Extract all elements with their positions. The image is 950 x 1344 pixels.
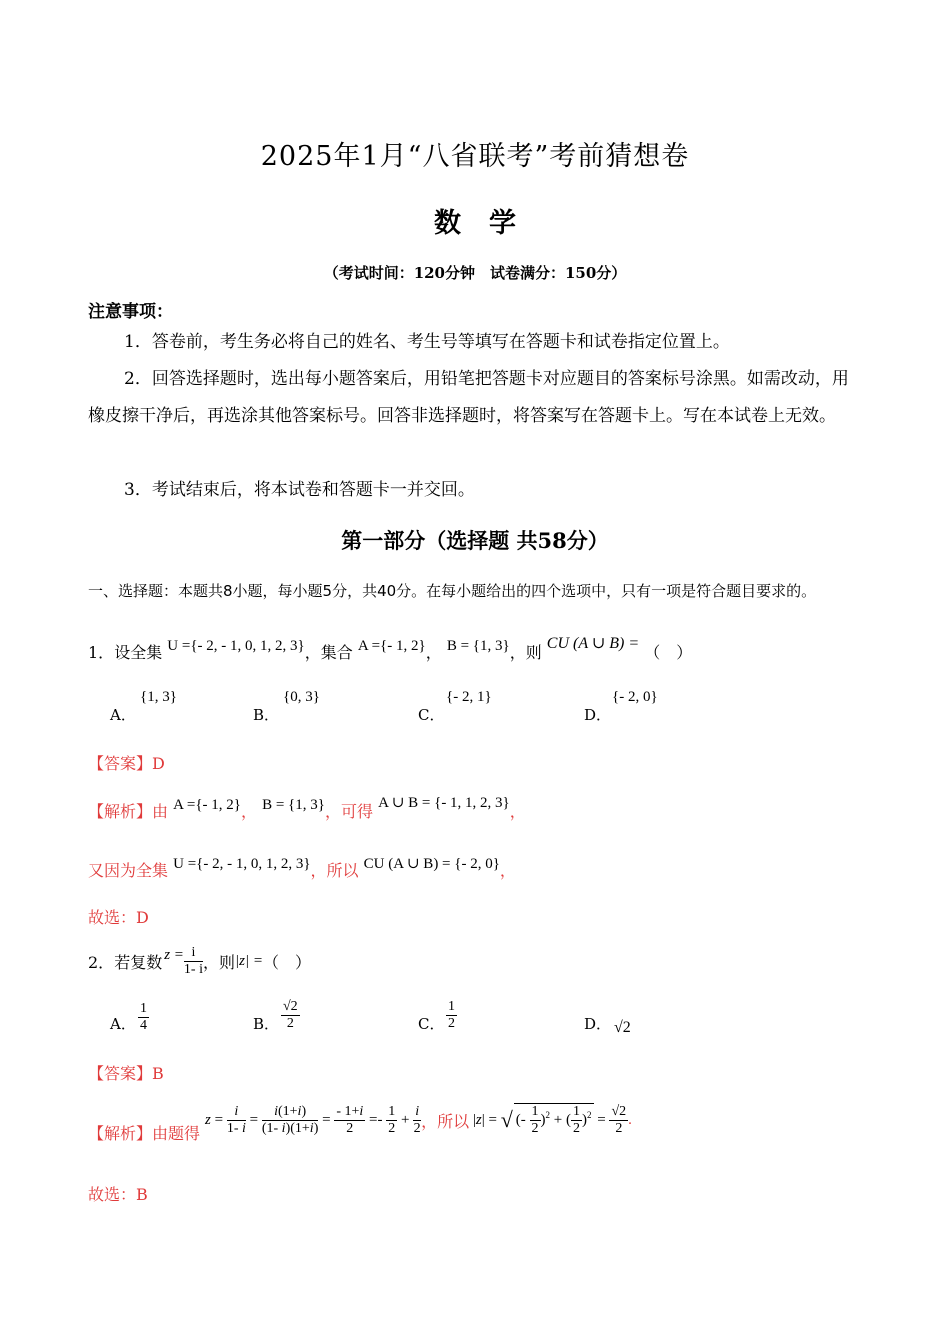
question-number: 1． — [88, 643, 115, 662]
q1-analysis-line-2: 又因为全集 U ={- 2, - 1, 0, 1, 2, 3}，所以 CU (A ∪ B) = {- 2, 0}， — [88, 856, 516, 880]
q1-option-b-value: {0, 3} — [283, 689, 320, 705]
q2-option-c: C． — [418, 1015, 445, 1033]
exam-info: （考试时间：120分钟 试卷满分：150分） — [323, 264, 627, 282]
set-b: B = {1, 3} — [446, 638, 510, 654]
q2-option-a: A． — [110, 1015, 136, 1033]
q1-option-a-value: {1, 3} — [140, 689, 177, 705]
notice-item-3: 3．考试结束后，将本试卷和答题卡一并交回。 — [124, 480, 475, 500]
question-1-stem: 1．设全集 U ={- 2, - 1, 0, 1, 2, 3}，集合 A ={- 1, 2}， B = {1, 3}，则 CU (A ∪ B) = （ ） — [88, 635, 693, 662]
q2-option-d-value: √2 — [614, 1019, 631, 1036]
q1-option-c: C． — [418, 706, 445, 724]
q2-option-c-value: $\frac{1}{2}$ — [448, 999, 455, 1031]
section-description: 一、选择题：本题共8小题，每小题5分，共40分。在每小题给出的四个选项中，只有一项是符合题目要求的。 — [88, 582, 817, 600]
q1-option-d: D． — [584, 706, 612, 724]
notice-item-1: 1．答卷前，考生务必将自己的姓名、考生号等填写在答题卡和试卷指定位置上。 — [124, 332, 730, 352]
q1-conclusion: 故选：D — [88, 908, 149, 927]
answer-bracket: （ ） — [644, 643, 693, 662]
set-u: U ={- 2, - 1, 0, 1, 2, 3} — [167, 638, 305, 654]
q2-option-d: D． — [584, 1015, 612, 1033]
q2-option-a-value: $\frac{1}{4}$ — [140, 1001, 147, 1033]
q1-analysis-line-1: 【解析】由 A ={- 1, 2}， B = {1, 3}，可得 A ∪ B = {- 1, 1, 2, 3}， — [88, 795, 526, 821]
notice-heading: 注意事项： — [88, 302, 173, 322]
z-fraction: $\frac{i}{1- i}$ — [183, 945, 203, 977]
notice-item-2: 2．回答选择题时，选出每小题答案后，用铅笔把答题卡对应题目的答案标号涂黑。如需改动，用橡皮擦干净后，再选涂其他答案标号。回答非选择题时，将答案写在答题卡上。写在本试卷上无效。 — [88, 369, 849, 426]
q2-analysis-label: 【解析】由题得 — [88, 1124, 201, 1143]
question-2-stem: 2． 若复数 z = $\frac{i}{1- i}$ ，则 |z| = （ ） — [88, 945, 311, 977]
q2-option-b-value: $\frac{√2}{2}$ — [283, 999, 298, 1031]
q2-option-b: B． — [253, 1015, 280, 1033]
q1-option-b: B． — [253, 706, 280, 724]
subject-title: 数学 — [434, 208, 544, 239]
q2-conclusion: 故选：B — [88, 1185, 148, 1204]
exam-title: 2025年1月“八省联考”考前猜想卷 — [260, 141, 690, 172]
q1-option-a: A． — [110, 706, 136, 724]
complement-expression: CU (A ∪ B) = — [546, 635, 640, 652]
question-number: 2． — [88, 953, 115, 972]
q1-option-c-value: {- 2, 1} — [446, 689, 492, 705]
q2-answer: 【答案】B — [88, 1064, 164, 1083]
part-title: 第一部分（选择题 共58分） — [341, 528, 609, 553]
set-a: A ={- 1, 2} — [357, 638, 426, 654]
q2-analysis-formula: z = $\frac{i}{1- i}$ = $\frac{i(1+i)}{(1- i)(1+i)}$ = $\frac{- 1+i}{2}$ =- $\frac{1}{2}$ + $\frac{i}{2}$ ，所以 | z | = √ (- $\frac{1}{2}$ )$^2$ + ( $\frac{1}{2}$ )$^2$ = $\frac{√2}{2}$ . — [205, 1103, 632, 1136]
q1-answer: 【答案】D — [88, 754, 165, 773]
q1-option-d-value: {- 2, 0} — [612, 689, 658, 705]
